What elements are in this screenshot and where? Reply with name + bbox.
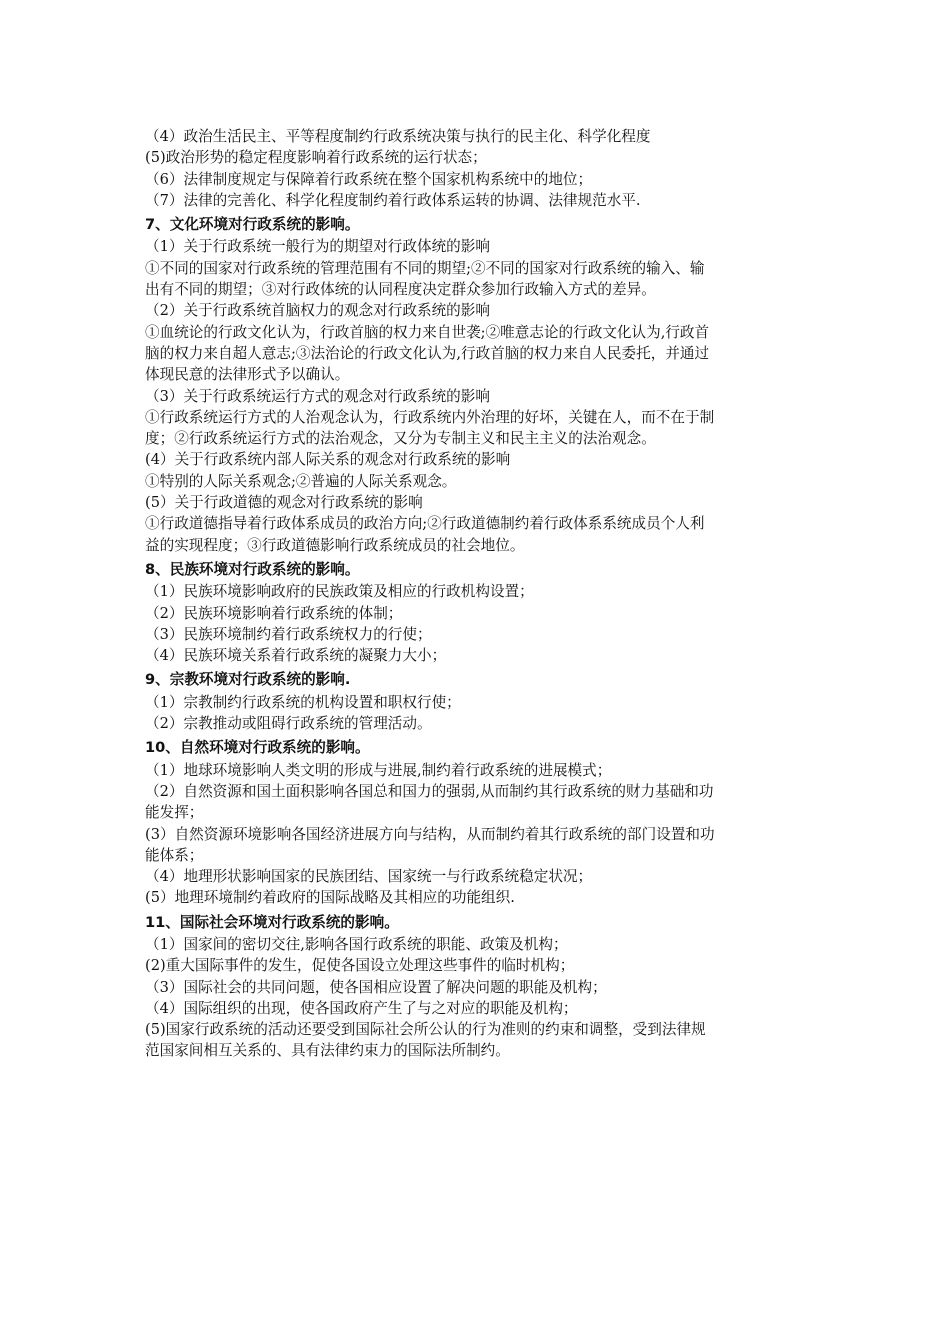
- text-line: (5)国家行政系统的活动还要受到国际社会所公认的行为准则的约束和调整，受到法律规: [145, 1021, 706, 1039]
- text-line: （3）关于行政系统运行方式的观念对行政系统的影响: [145, 387, 490, 405]
- text-line: 脑的权力来自超人意志;③法治论的行政文化认为,行政首脑的权力来自人民委托，并通过: [145, 344, 710, 362]
- text-line: 度；②行政系统运行方式的法治观念，又分为专制主义和民主主义的法治观念。: [145, 430, 656, 448]
- text-line: 能体系；: [145, 846, 204, 864]
- text-line: （1）民族环境影响政府的民族政策及相应的行政机构设置；: [145, 583, 534, 601]
- text-line: （2）宗教推动或阻碍行政系统的管理活动。: [145, 715, 432, 733]
- text-line: （4）国际组织的出现，使各国政府产生了与之对应的职能及机构；: [145, 999, 578, 1017]
- text-line: 体现民意的法律形式予以确认。: [145, 366, 350, 384]
- text-line: ①血统论的行政文化认为，行政首脑的权力来自世袭;②唯意志论的行政文化认为,行政首: [145, 323, 710, 341]
- text-line: （4）政治生活民主、平等程度制约行政系统决策与执行的民主化、科学化程度: [145, 128, 651, 145]
- text-line: （2）自然资源和国土面积影响各国总和国力的强弱,从而制约其行政系统的财力基础和功: [145, 782, 714, 800]
- text-line: (3）自然资源环境影响各国经济进展方向与结构，从而制约着其行政系统的部门设置和功: [145, 825, 715, 843]
- section-heading: 8、民族环境对行政系统的影响。: [145, 560, 360, 578]
- document-page: [145, 126, 810, 1062]
- text-line: （6）法律制度规定与保障着行政系统在整个国家机构系统中的地位；: [145, 170, 593, 188]
- text-line: （2）民族环境影响着行政系统的体制；: [145, 604, 403, 622]
- text-line: 益的实现程度；③行政道德影响行政系统成员的社会地位。: [145, 536, 525, 554]
- text-line: （7）法律的完善化、科学化程度制约着行政体系运转的协调、法律规范水平.: [145, 191, 641, 209]
- text-line: (5)政治形势的稳定程度影响着行政系统的运行状态；: [145, 149, 487, 167]
- text-line: （1）国家间的密切交往,影响各国行政系统的职能、政策及机构；: [145, 935, 568, 953]
- text-line: (4）关于行政系统内部人际关系的观念对行政系统的影响: [145, 451, 511, 469]
- text-line: （4）地理形状影响国家的民族团结、国家统一与行政系统稳定状况；: [145, 868, 593, 886]
- section-heading: 7、文化环境对行政系统的影响。: [145, 216, 360, 234]
- section-heading: 11、国际社会环境对行政系统的影响。: [145, 913, 399, 931]
- text-line: （1）关于行政系统一般行为的期望对行政体统的影响: [145, 238, 490, 256]
- text-line: 范国家间相互关系的、具有法律约束力的国际法所制约。: [145, 1042, 510, 1060]
- section-heading: 9、宗教环境对行政系统的影响.: [145, 671, 351, 689]
- text-line: (2)重大国际事件的发生，促使各国设立处理这些事件的临时机构；: [145, 957, 575, 975]
- text-line: ①行政道德指导着行政体系成员的政治方向;②行政道德制约着行政体系系统成员个人利: [145, 515, 705, 533]
- text-line: （1）宗教制约行政系统的机构设置和职权行使；: [145, 693, 461, 711]
- text-line: ①行政系统运行方式的人治观念认为，行政系统内外治理的好坏，关键在人，而不在于制: [145, 408, 715, 426]
- text-line: （4）民族环境关系着行政系统的凝聚力大小；: [145, 647, 447, 665]
- text-line: （3）民族环境制约着行政系统权力的行使；: [145, 625, 432, 643]
- text-line: 出有不同的期望；③对行政体统的认同程度决定群众参加行政输入方式的差异。: [145, 281, 656, 299]
- text-line: (5）地理环境制约着政府的国际战略及其相应的功能组织.: [145, 889, 515, 907]
- text-line: ①不同的国家对行政系统的管理范围有不同的期望;②不同的国家对行政系统的输入、输: [145, 259, 705, 277]
- text-line: 能发挥；: [145, 804, 204, 822]
- text-line: (5）关于行政道德的观念对行政系统的影响: [145, 494, 423, 512]
- section-heading: 10、自然环境对行政系统的影响。: [145, 739, 370, 757]
- text-line: ①特别的人际关系观念;②普遍的人际关系观念。: [145, 472, 457, 490]
- text-line: （3）国际社会的共同问题，使各国相应设置了解决问题的职能及机构；: [145, 978, 607, 996]
- text-line: （1）地球环境影响人类文明的形成与进展,制约着行政系统的进展模式；: [145, 761, 612, 779]
- text-line: （2）关于行政系统首脑权力的观念对行政系统的影响: [145, 302, 490, 320]
